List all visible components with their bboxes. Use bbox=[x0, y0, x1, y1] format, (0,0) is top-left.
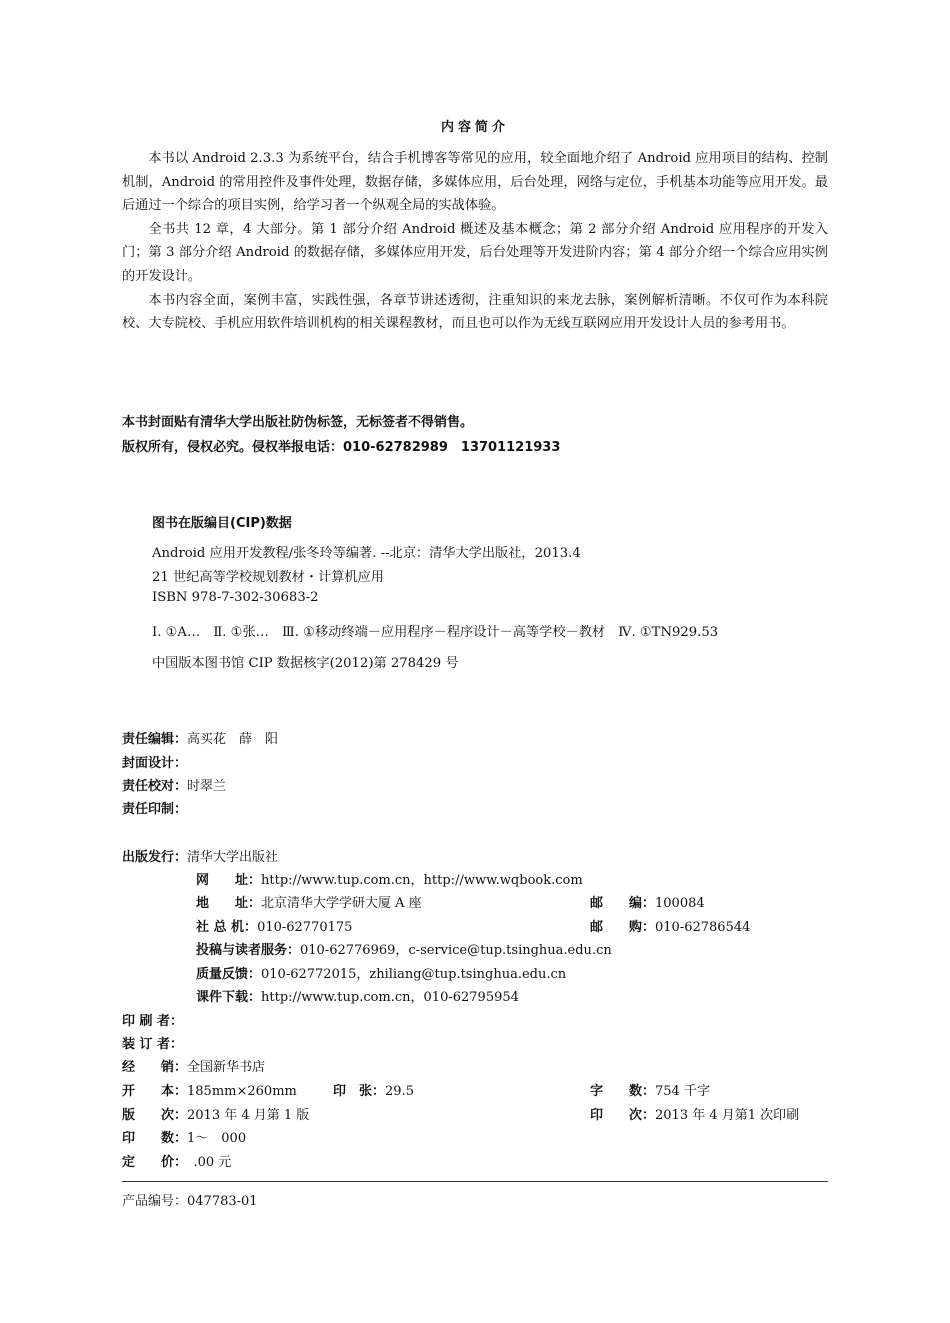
value: 010-62770175 bbox=[257, 920, 353, 935]
print-run bbox=[122, 1127, 246, 1146]
cip-line: ISBN 978-7-302-30683-2 bbox=[152, 590, 319, 605]
label: 产品编号： bbox=[122, 1194, 188, 1209]
publisher bbox=[122, 846, 278, 865]
label: 装 订 者： bbox=[122, 1037, 184, 1052]
value: 2013 年 4 月第 1 版 bbox=[187, 1108, 310, 1123]
copyright-notice: 版权所有，侵权必究。侵权举报电话：010-62782989 13701121933 bbox=[122, 440, 561, 455]
publisher-quality bbox=[196, 963, 566, 982]
distributor bbox=[122, 1056, 265, 1075]
label: 课件下载： bbox=[196, 990, 262, 1005]
label: 投稿与读者服务： bbox=[196, 943, 301, 958]
value: 高买花 薛 阳 bbox=[187, 732, 279, 747]
value: 时翠兰 bbox=[187, 779, 227, 794]
product-number bbox=[122, 1190, 258, 1209]
publisher-web bbox=[196, 869, 583, 888]
value: 北京清华大学学研大厦 A 座 bbox=[261, 896, 422, 911]
label: 版 次： bbox=[122, 1108, 188, 1123]
label: 印 张： bbox=[333, 1084, 386, 1099]
label: 质量反馈： bbox=[196, 967, 262, 982]
credit-editor bbox=[122, 728, 278, 747]
cip-title: 图书在版编目(CIP)数据 bbox=[152, 516, 292, 531]
label: 邮 编： bbox=[590, 896, 656, 911]
value: 全国新华书店 bbox=[187, 1060, 266, 1075]
publisher-mail-order bbox=[590, 916, 750, 935]
value: http://www.tup.com.cn，010-62795954 bbox=[261, 990, 519, 1005]
label: 邮 购： bbox=[590, 920, 656, 935]
price bbox=[122, 1151, 231, 1170]
edition bbox=[122, 1104, 309, 1123]
label: 社 总 机： bbox=[196, 920, 258, 935]
intro-paragraph: 本书内容全面，案例丰富，实践性强，各章节讲述透彻，注重知识的来龙去脉，案例解析清晰。不仅可作为本科院校、大专院校、手机应用软件培训机构的相关课程教材，而且也可以作为无线互联网应用开发设计人员的参考用书。 bbox=[122, 292, 828, 332]
value: 清华大学出版社 bbox=[187, 850, 279, 865]
cip-line: Ⅰ. ①A… Ⅱ. ①张… Ⅲ. ①移动终端－应用程序－程序设计－高等学校－教材 Ⅳ. ①TN929.53 bbox=[152, 625, 719, 640]
intro-paragraph: 全书共 12 章，4 大部分。第 1 部分介绍 Android 概述及基本概念；第 2 部分介绍 Android 应用程序的开发入门；第 3 部分介绍 Android 的数据存储，多媒体应用开发，后台处理等开发进阶内容；第 4 部分介绍一个综合应用实例的开发设计。 bbox=[122, 221, 828, 284]
label: 印 数： bbox=[122, 1131, 188, 1146]
value: 010-62786544 bbox=[655, 920, 751, 935]
intro-text bbox=[122, 147, 828, 336]
label: 责任印制： bbox=[122, 802, 188, 817]
value: 100084 bbox=[655, 896, 705, 911]
value: http://www.tup.com.cn，http://www.wqbook.com bbox=[261, 873, 583, 888]
value: 754 千字 bbox=[655, 1084, 710, 1099]
cip-line: Android 应用开发教程/张冬玲等编著. --北京：清华大学出版社，2013.4 bbox=[152, 546, 581, 561]
credit-proof bbox=[122, 775, 226, 794]
label: 经 销： bbox=[122, 1060, 188, 1075]
value: 010-62772015，zhiliang@tup.tsinghua.edu.cn bbox=[261, 967, 567, 982]
value: 2013 年 4 月第1 次印刷 bbox=[655, 1108, 800, 1123]
page-title: 内容简介 bbox=[440, 120, 509, 135]
impression bbox=[590, 1104, 799, 1123]
credit-print bbox=[122, 798, 187, 817]
label: 印 刷 者： bbox=[122, 1014, 184, 1029]
cip-line: 中国版本图书馆 CIP 数据核字(2012)第 278429 号 bbox=[152, 656, 459, 671]
value: 010-62776969，c-service@tup.tsinghua.edu.cn bbox=[300, 943, 612, 958]
label: 开 本： bbox=[122, 1084, 188, 1099]
word-count bbox=[590, 1080, 710, 1099]
label: 定 价： bbox=[122, 1155, 181, 1170]
value: 1～ 000 bbox=[187, 1131, 247, 1146]
label: 网 址： bbox=[196, 873, 262, 888]
cip-line: 21 世纪高等学校规划教材・计算机应用 bbox=[152, 570, 384, 585]
value: 185mm×260mm bbox=[187, 1084, 297, 1099]
label: 字 数： bbox=[590, 1084, 656, 1099]
publisher-phone bbox=[196, 916, 352, 935]
label: 责任编辑： bbox=[122, 732, 188, 747]
publisher-courseware bbox=[196, 986, 519, 1005]
value: 047783-01 bbox=[187, 1194, 258, 1209]
credit-cover bbox=[122, 752, 187, 771]
label: 封面设计： bbox=[122, 756, 188, 771]
printer bbox=[122, 1010, 183, 1029]
label: 地 址： bbox=[196, 896, 262, 911]
publisher-address bbox=[196, 892, 422, 911]
binder bbox=[122, 1033, 183, 1052]
value: 29.5 bbox=[385, 1084, 414, 1099]
anti-counterfeit-notice: 本书封面贴有清华大学出版社防伪标签，无标签者不得销售。 bbox=[122, 415, 474, 430]
publisher-service bbox=[196, 939, 612, 958]
label: 出版发行： bbox=[122, 850, 188, 865]
publisher-zip bbox=[590, 892, 705, 911]
intro-paragraph: 本书以 Android 2.3.3 为系统平台，结合手机博客等常见的应用，较全面地介绍了 Android 应用项目的结构、控制机制，Android 的常用控件及事件处理，数据存储，多媒体应用，后台处理，网络与定位，手机基本功能等应用开发。最后通过一个综合的项目实例，给学习者一个纵观全局的实战体验。 bbox=[122, 151, 828, 214]
format bbox=[122, 1080, 297, 1099]
value: .00 元 bbox=[180, 1155, 232, 1170]
label: 印 次： bbox=[590, 1108, 656, 1123]
label: 责任校对： bbox=[122, 779, 188, 794]
printed-sheets bbox=[333, 1080, 414, 1099]
divider bbox=[122, 1181, 828, 1182]
